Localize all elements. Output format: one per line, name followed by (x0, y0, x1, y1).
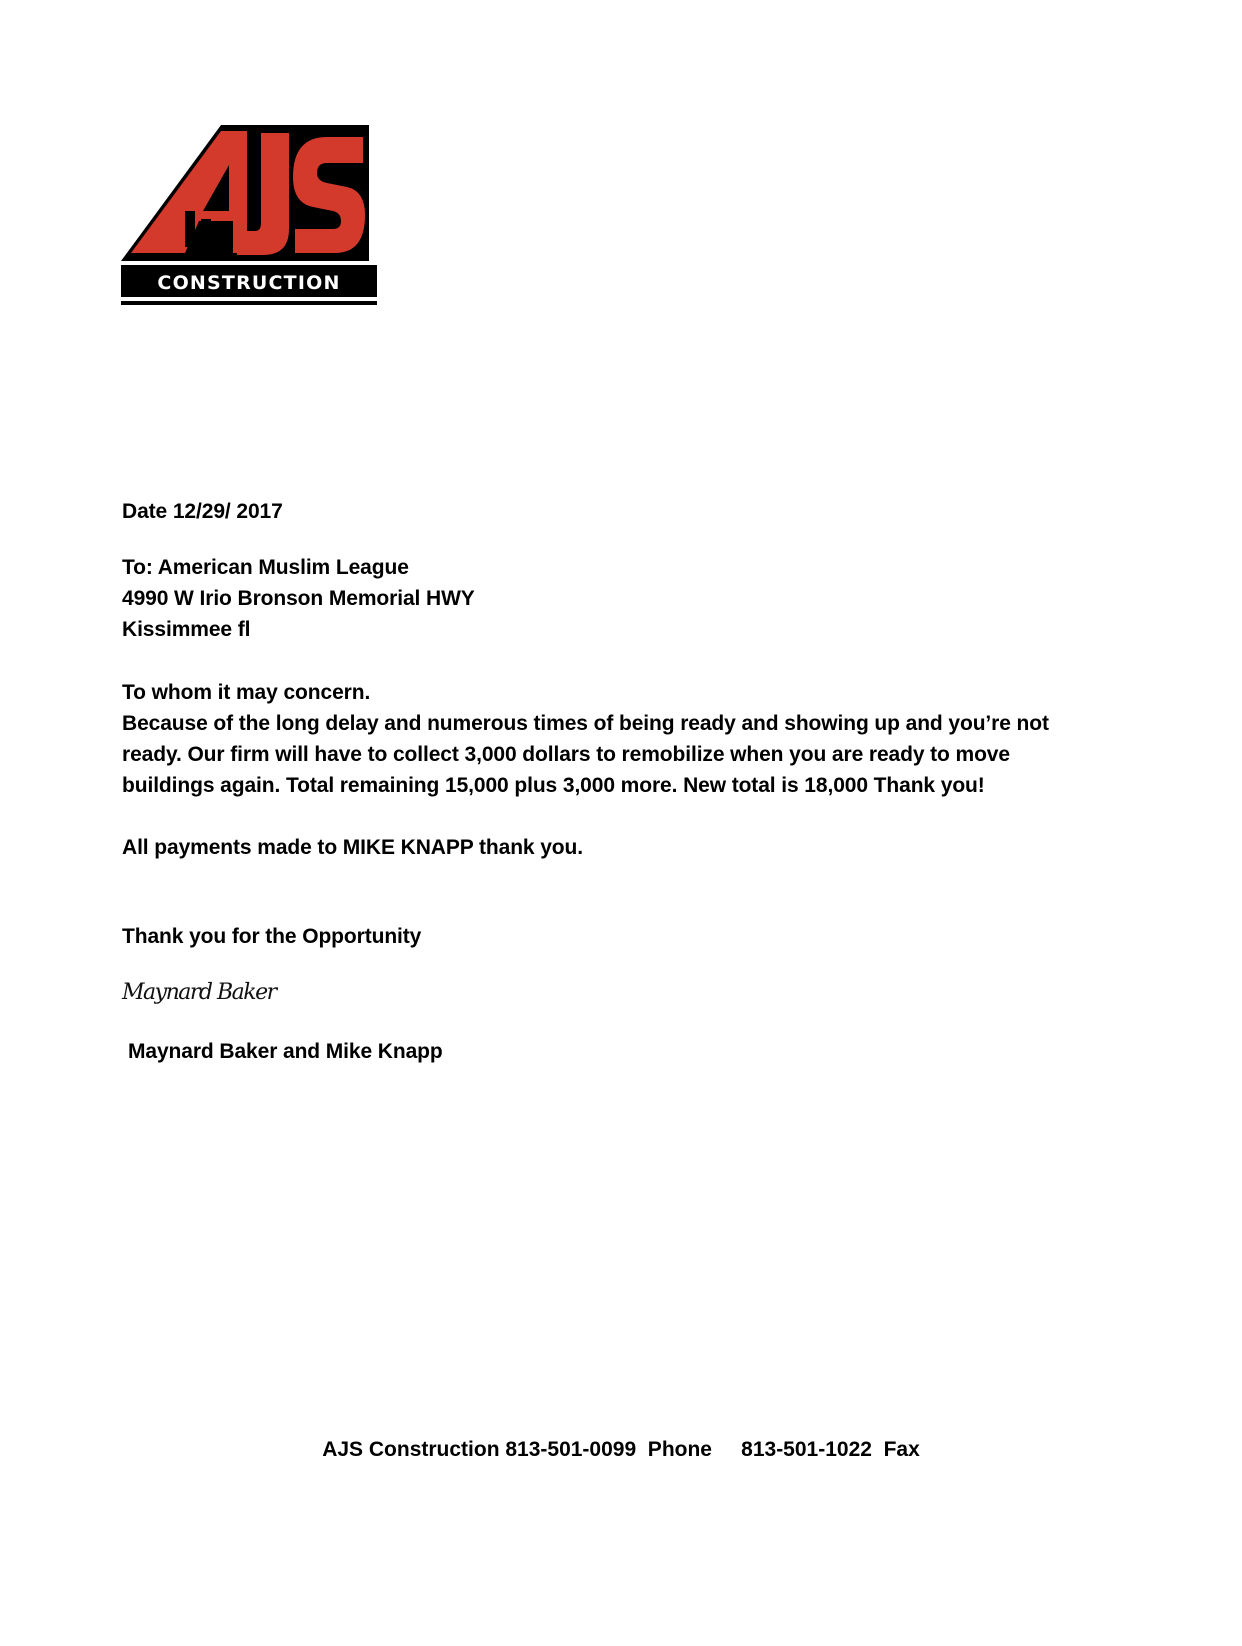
closing-line: Thank you for the Opportunity (122, 925, 422, 948)
recipient-address (122, 552, 475, 645)
payment-instructions: All payments made to MIKE KNAPP thank you. (122, 836, 583, 859)
recipient-line: 4990 W Irio Bronson Memorial HWY (122, 587, 475, 610)
greeting: To whom it may concern. (122, 681, 371, 704)
body-line: ready. Our firm will have to collect 3,000 dollars to remobilize when you are ready to move (122, 743, 1010, 766)
letter-date: Date 12/29/ 2017 (122, 500, 283, 523)
body-line: Because of the long delay and numerous times of being ready and showing up and you’re not (122, 712, 1049, 735)
signer-names: Maynard Baker and Mike Knapp (128, 1040, 443, 1063)
recipient-line: Kissimmee fl (122, 618, 251, 641)
company-logo (121, 125, 389, 307)
footer-contact: AJS Construction 813-501-0099 Phone 813-501-1022 Fax (322, 1438, 920, 1461)
handwritten-signature: Maynard Baker (122, 980, 276, 1005)
logo-wordmark: CONSTRUCTION (157, 272, 341, 294)
body-paragraph (122, 708, 1132, 801)
recipient-line: To: American Muslim League (122, 556, 409, 579)
body-line: buildings again. Total remaining 15,000 plus 3,000 more. New total is 18,000 Thank you! (122, 774, 985, 797)
ajs-logo-graphic (121, 125, 389, 307)
